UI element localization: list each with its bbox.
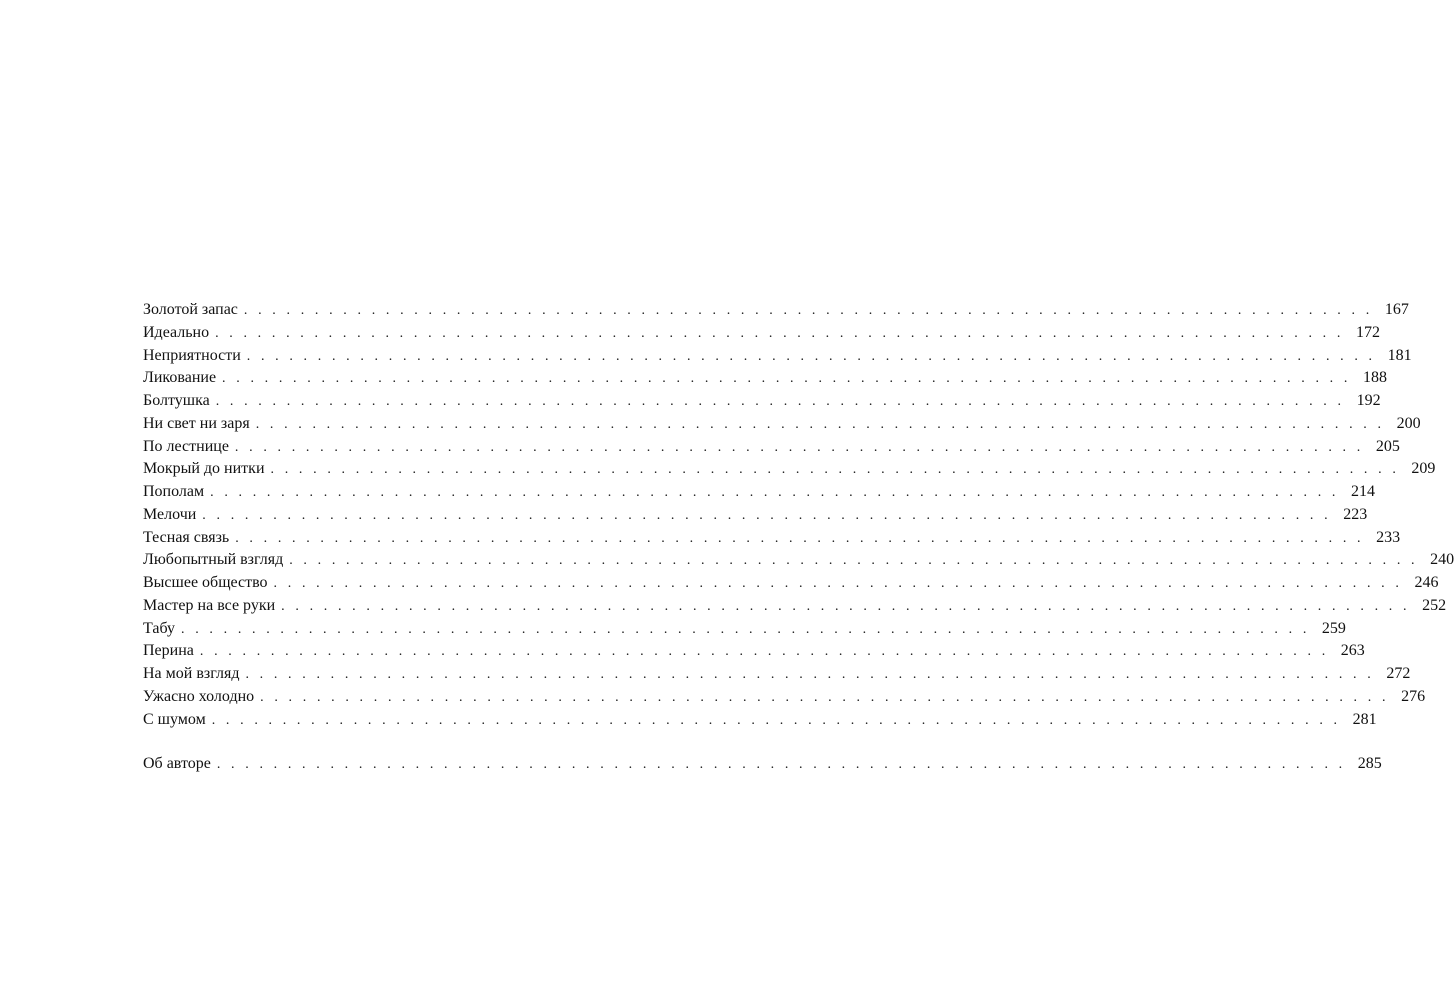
toc-section-gap — [143, 731, 596, 753]
toc-entry — [143, 663, 1411, 686]
toc-entry-page-number: 276 — [1401, 687, 1426, 705]
toc-entry-title: Неприятности — [143, 346, 241, 364]
toc-entry — [143, 322, 1380, 345]
toc-entry — [143, 572, 1439, 595]
toc-entry-title: Перина — [143, 642, 194, 660]
toc-entry — [143, 527, 1401, 550]
toc-entry-page-number: 181 — [1387, 346, 1412, 364]
toc-entry — [143, 413, 1421, 436]
toc-entry-title: Идеально — [143, 323, 210, 341]
toc-dot-leader: . . . . . . . . . . . . . . . . . . . . . . . . . . . . . . . . . . . . . . . . . . . . . . . . . . . . . . . . . . . . . . . . . . . . . . . . . . . . . . . . — [281, 598, 1411, 614]
toc-entry-page-number: 172 — [1355, 323, 1380, 341]
toc-entry — [143, 367, 1387, 390]
toc-dot-leader: . . . . . . . . . . . . . . . . . . . . . . . . . . . . . . . . . . . . . . . . . . . . . . . . . . . . . . . . . . . . . . . . . . . . . . . . . . . . . . . . — [215, 325, 1344, 341]
toc-entry-page-number: 263 — [1340, 642, 1365, 660]
toc-entry — [143, 504, 1368, 527]
toc-entry-title: Мелочи — [143, 505, 197, 523]
toc-entry-page-number: 188 — [1362, 369, 1387, 387]
toc-entry-title: Табу — [143, 619, 176, 637]
toc-entry-title: Тесная связь — [143, 528, 230, 546]
toc-dot-leader: . . . . . . . . . . . . . . . . . . . . . . . . . . . . . . . . . . . . . . . . . . . . . . . . . . . . . . . . . . . . . . . . . . . . . . . . . . . . . . . . — [215, 394, 1345, 409]
toc-entry — [143, 458, 1436, 481]
toc-entry-title: Мастер на все руки — [143, 596, 276, 614]
toc-dot-leader: . . . . . . . . . . . . . . . . . . . . . . . . . . . . . . . . . . . . . . . . . . . . . . . . . . . . . . . . . . . . . . . . . . . . . . . . . . . . . . . . — [270, 462, 1400, 478]
toc-entry-title: Об авторе — [143, 755, 211, 773]
toc-entry-title: Высшее общество — [143, 574, 268, 591]
toc-entry-page-number: 281 — [1352, 710, 1377, 728]
toc-entry-title: Пополам — [143, 483, 205, 500]
table-of-contents — [143, 299, 1454, 776]
toc-dot-leader: . . . . . . . . . . . . . . . . . . . . . . . . . . . . . . . . . . . . . . . . . . . . . . . . . . . . . . . . . . . . . . . . . . . . . . . . . . . . . . . . — [216, 757, 1346, 773]
toc-dot-leader: . . . . . . . . . . . . . . . . . . . . . . . . . . . . . . . . . . . . . . . . . . . . . . . . . . . . . . . . . . . . . . . . . . . . . . . . . . . . . . . . — [260, 689, 1390, 705]
toc-entry-page-number: 246 — [1414, 574, 1439, 591]
toc-entry — [143, 640, 1365, 663]
toc-dot-leader: . . . . . . . . . . . . . . . . . . . . . . . . . . . . . . . . . . . . . . . . . . . . . . . . . . . . . . . . . . . . . . . . . . . . . . . . . . . . . . . . — [246, 348, 1376, 364]
toc-main-list — [143, 299, 1454, 731]
toc-entry — [143, 618, 1346, 641]
toc-entry-page-number: 252 — [1422, 596, 1447, 614]
toc-entry-page-number: 192 — [1356, 392, 1381, 409]
toc-entry — [143, 709, 1377, 732]
toc-entry-page-number: 272 — [1386, 665, 1411, 682]
toc-entry-page-number: 285 — [1357, 755, 1382, 773]
toc-entry — [143, 299, 1409, 322]
toc-entry-title: На мой взгляд — [143, 665, 240, 682]
toc-dot-leader: . . . . . . . . . . . . . . . . . . . . . . . . . . . . . . . . . . . . . . . . . . . . . . . . . . . . . . . . . . . . . . . . . . . . . . . . . . . . . . . . — [289, 553, 1419, 569]
toc-entry-page-number: 205 — [1375, 437, 1400, 455]
toc-entry — [143, 481, 1376, 504]
toc-entry — [143, 595, 1447, 618]
toc-entry-title: С шумом — [143, 710, 206, 728]
toc-appendix-list — [143, 753, 1382, 776]
toc-entry-title: Золотой запас — [143, 301, 238, 318]
toc-dot-leader: . . . . . . . . . . . . . . . . . . . . . . . . . . . . . . . . . . . . . . . . . . . . . . . . . . . . . . . . . . . . . . . . . . . . . . . . . . . . . . . . — [181, 621, 1310, 637]
toc-entry-page-number: 214 — [1351, 483, 1376, 500]
toc-entry-page-number: 209 — [1411, 460, 1436, 478]
toc-dot-leader: . . . . . . . . . . . . . . . . . . . . . . . . . . . . . . . . . . . . . . . . . . . . . . . . . . . . . . . . . . . . . . . . . . . . . . . . . . . . . . . . — [245, 667, 1375, 682]
toc-entry-page-number: 223 — [1343, 505, 1368, 523]
toc-dot-leader: . . . . . . . . . . . . . . . . . . . . . . . . . . . . . . . . . . . . . . . . . . . . . . . . . . . . . . . . . . . . . . . . . . . . . . . . . . . . . . . . — [199, 644, 1329, 660]
toc-entry — [143, 753, 1382, 776]
toc-entry — [143, 390, 1381, 413]
toc-entry — [143, 549, 1454, 572]
toc-entry-title: Любопытный взгляд — [143, 551, 284, 569]
toc-dot-leader: . . . . . . . . . . . . . . . . . . . . . . . . . . . . . . . . . . . . . . . . . . . . . . . . . . . . . . . . . . . . . . . . . . . . . . . . . . . . . . . . — [211, 712, 1341, 728]
toc-entry-page-number: 240 — [1430, 551, 1454, 569]
toc-dot-leader: . . . . . . . . . . . . . . . . . . . . . . . . . . . . . . . . . . . . . . . . . . . . . . . . . . . . . . . . . . . . . . . . . . . . . . . . . . . . . . . . — [243, 303, 1373, 318]
toc-dot-leader: . . . . . . . . . . . . . . . . . . . . . . . . . . . . . . . . . . . . . . . . . . . . . . . . . . . . . . . . . . . . . . . . . . . . . . . . . . . . . . . . — [255, 416, 1385, 432]
toc-dot-leader: . . . . . . . . . . . . . . . . . . . . . . . . . . . . . . . . . . . . . . . . . . . . . . . . . . . . . . . . . . . . . . . . . . . . . . . . . . . . . . . . — [235, 530, 1365, 546]
toc-entry — [143, 686, 1426, 709]
toc-entry-page-number: 200 — [1396, 414, 1421, 432]
toc-dot-leader: . . . . . . . . . . . . . . . . . . . . . . . . . . . . . . . . . . . . . . . . . . . . . . . . . . . . . . . . . . . . . . . . . . . . . . . . . . . . . . . . — [202, 507, 1332, 523]
toc-entry-title: Мокрый до нитки — [143, 460, 265, 478]
toc-entry-title: Ликование — [143, 369, 217, 387]
toc-dot-leader: . . . . . . . . . . . . . . . . . . . . . . . . . . . . . . . . . . . . . . . . . . . . . . . . . . . . . . . . . . . . . . . . . . . . . . . . . . . . . . . . — [210, 485, 1340, 500]
toc-entry-page-number: 259 — [1321, 619, 1346, 637]
toc-dot-leader: . . . . . . . . . . . . . . . . . . . . . . . . . . . . . . . . . . . . . . . . . . . . . . . . . . . . . . . . . . . . . . . . . . . . . . . . . . . . . . . . — [273, 576, 1403, 591]
toc-entry-page-number: 233 — [1376, 528, 1401, 546]
toc-entry — [143, 345, 1412, 368]
toc-entry-title: Болтушка — [143, 392, 210, 409]
toc-entry — [143, 436, 1400, 459]
toc-dot-leader: . . . . . . . . . . . . . . . . . . . . . . . . . . . . . . . . . . . . . . . . . . . . . . . . . . . . . . . . . . . . . . . . . . . . . . . . . . . . . . . . — [222, 371, 1351, 387]
toc-entry-page-number: 167 — [1384, 301, 1409, 318]
toc-entry-title: По лестнице — [143, 437, 229, 455]
toc-entry-title: Ни свет ни заря — [143, 414, 250, 432]
toc-dot-leader: . . . . . . . . . . . . . . . . . . . . . . . . . . . . . . . . . . . . . . . . . . . . . . . . . . . . . . . . . . . . . . . . . . . . . . . . . . . . . . . . — [234, 439, 1364, 455]
toc-entry-title: Ужасно холодно — [143, 687, 255, 705]
